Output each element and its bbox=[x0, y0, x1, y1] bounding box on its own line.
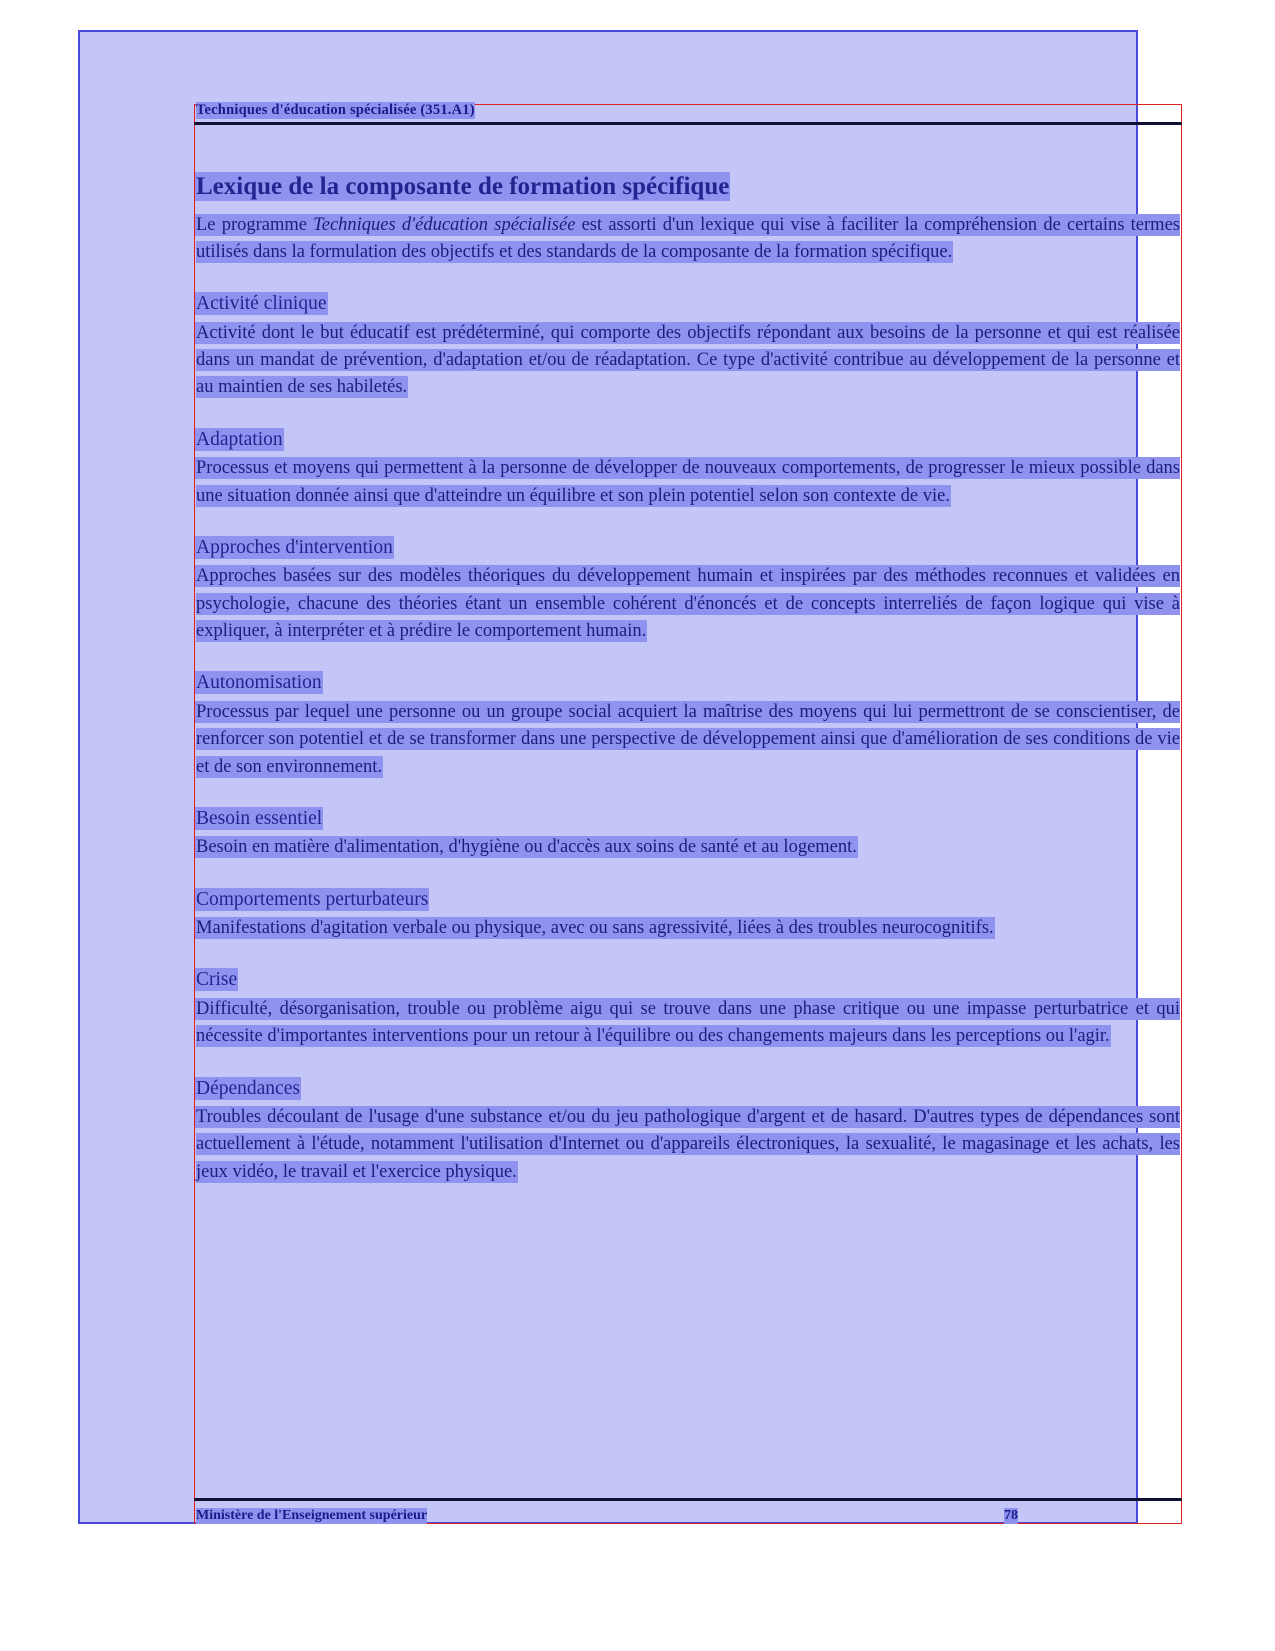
page-title-text: Lexique de la composante de formation spécifique bbox=[196, 173, 730, 200]
glossary-term: Adaptation bbox=[196, 428, 283, 450]
footer-rule bbox=[194, 1498, 1182, 1501]
page-number: 78 bbox=[1004, 1508, 1018, 1523]
glossary-term: Comportements perturbateurs bbox=[196, 888, 429, 910]
glossary-entry bbox=[196, 536, 1180, 646]
footer-publisher: Ministère de l'Enseignement supérieur bbox=[196, 1508, 428, 1523]
glossary-entry bbox=[196, 888, 1180, 943]
glossary-definition: Besoin en matière d'alimentation, d'hygiène ou d'accès aux soins de santé et au logement. bbox=[196, 837, 857, 858]
glossary-definition: Activité dont le but éducatif est prédéterminé, qui comporte des objectifs répondant aux besoins de la personne et qui est réalisée dans un mandat de prévention, d'adaptation et/ou de réadaptation. Ce type d'activité contribue au développement de la personne et au maintien de ses habiletés. bbox=[196, 322, 1180, 398]
glossary-term: Approches d'intervention bbox=[196, 536, 393, 558]
glossary-term: Activité clinique bbox=[196, 293, 327, 315]
glossary-term: Dépendances bbox=[196, 1077, 300, 1099]
glossary-entry bbox=[196, 968, 1180, 1050]
glossary-entry bbox=[196, 807, 1180, 862]
intro-after: est assorti d'un lexique qui vise à faciliter la compréhension de certains termes utilisés dans la formulation des objectifs et des standards de la composante de la formation spécifique. bbox=[196, 214, 1180, 262]
glossary-entry bbox=[196, 671, 1180, 781]
page-title bbox=[196, 172, 1180, 202]
glossary-term: Crise bbox=[196, 969, 238, 991]
glossary-definition: Manifestations d'agitation verbale ou physique, avec ou sans agressivité, liées à des troubles neurocognitifs. bbox=[196, 918, 994, 939]
glossary-definition: Troubles découlant de l'usage d'une substance et/ou du jeu pathologique d'argent et de hasard. D'autres types de dépendances sont actuellement à l'étude, notamment l'utilisation d'Internet ou d'appareils électroniques, la sexualité, le magasinage et les achats, les jeux vidéo, le travail et l'exercice physique. bbox=[196, 1107, 1180, 1182]
glossary-definition: Processus par lequel une personne ou un groupe social acquiert la maîtrise des moyens qui lui permettront de se conscientiser, de renforcer son potentiel et de se transformer dans une perspective de développement ainsi que d'amélioration de ses conditions de vie et de son environnement. bbox=[196, 701, 1180, 777]
intro-paragraph bbox=[196, 212, 1180, 267]
header-rule bbox=[194, 122, 1182, 125]
intro-before: Le programme bbox=[196, 214, 314, 235]
running-head: Techniques d'éducation spécialisée (351.A1) bbox=[196, 102, 475, 118]
glossary-definition: Difficulté, désorganisation, trouble ou problème aigu qui se trouve dans une phase critique ou une impasse perturbatrice et qui nécessite d'importantes interventions pour un retour à l'équilibre ou des changements majeurs dans les perceptions ou l'agir. bbox=[196, 998, 1180, 1047]
glossary-entry bbox=[196, 428, 1180, 510]
document-page bbox=[78, 30, 1180, 1524]
intro-program-name: Techniques d'éducation spécialisée bbox=[313, 214, 576, 235]
glossary-definition: Approches basées sur des modèles théoriques du développement humain et inspirées par des méthodes reconnues et validées en psychologie, chacune des théories étant un ensemble cohérent d'énoncés et de concepts interreliés de façon logique qui vise à expliquer, à interpréter et à prédire le comportement humain. bbox=[196, 566, 1180, 642]
glossary-entry bbox=[196, 1077, 1180, 1187]
glossary-entry bbox=[196, 292, 1180, 402]
glossary-term: Autonomisation bbox=[196, 672, 322, 694]
glossary-term: Besoin essentiel bbox=[196, 807, 323, 829]
document-body bbox=[196, 172, 1180, 1186]
glossary-definition: Processus et moyens qui permettent à la personne de développer de nouveaux comportements, de progresser le mieux possible dans une situation donnée ainsi que d'atteindre un équilibre et son plein potentiel selon son contexte de vie. bbox=[196, 458, 1180, 506]
